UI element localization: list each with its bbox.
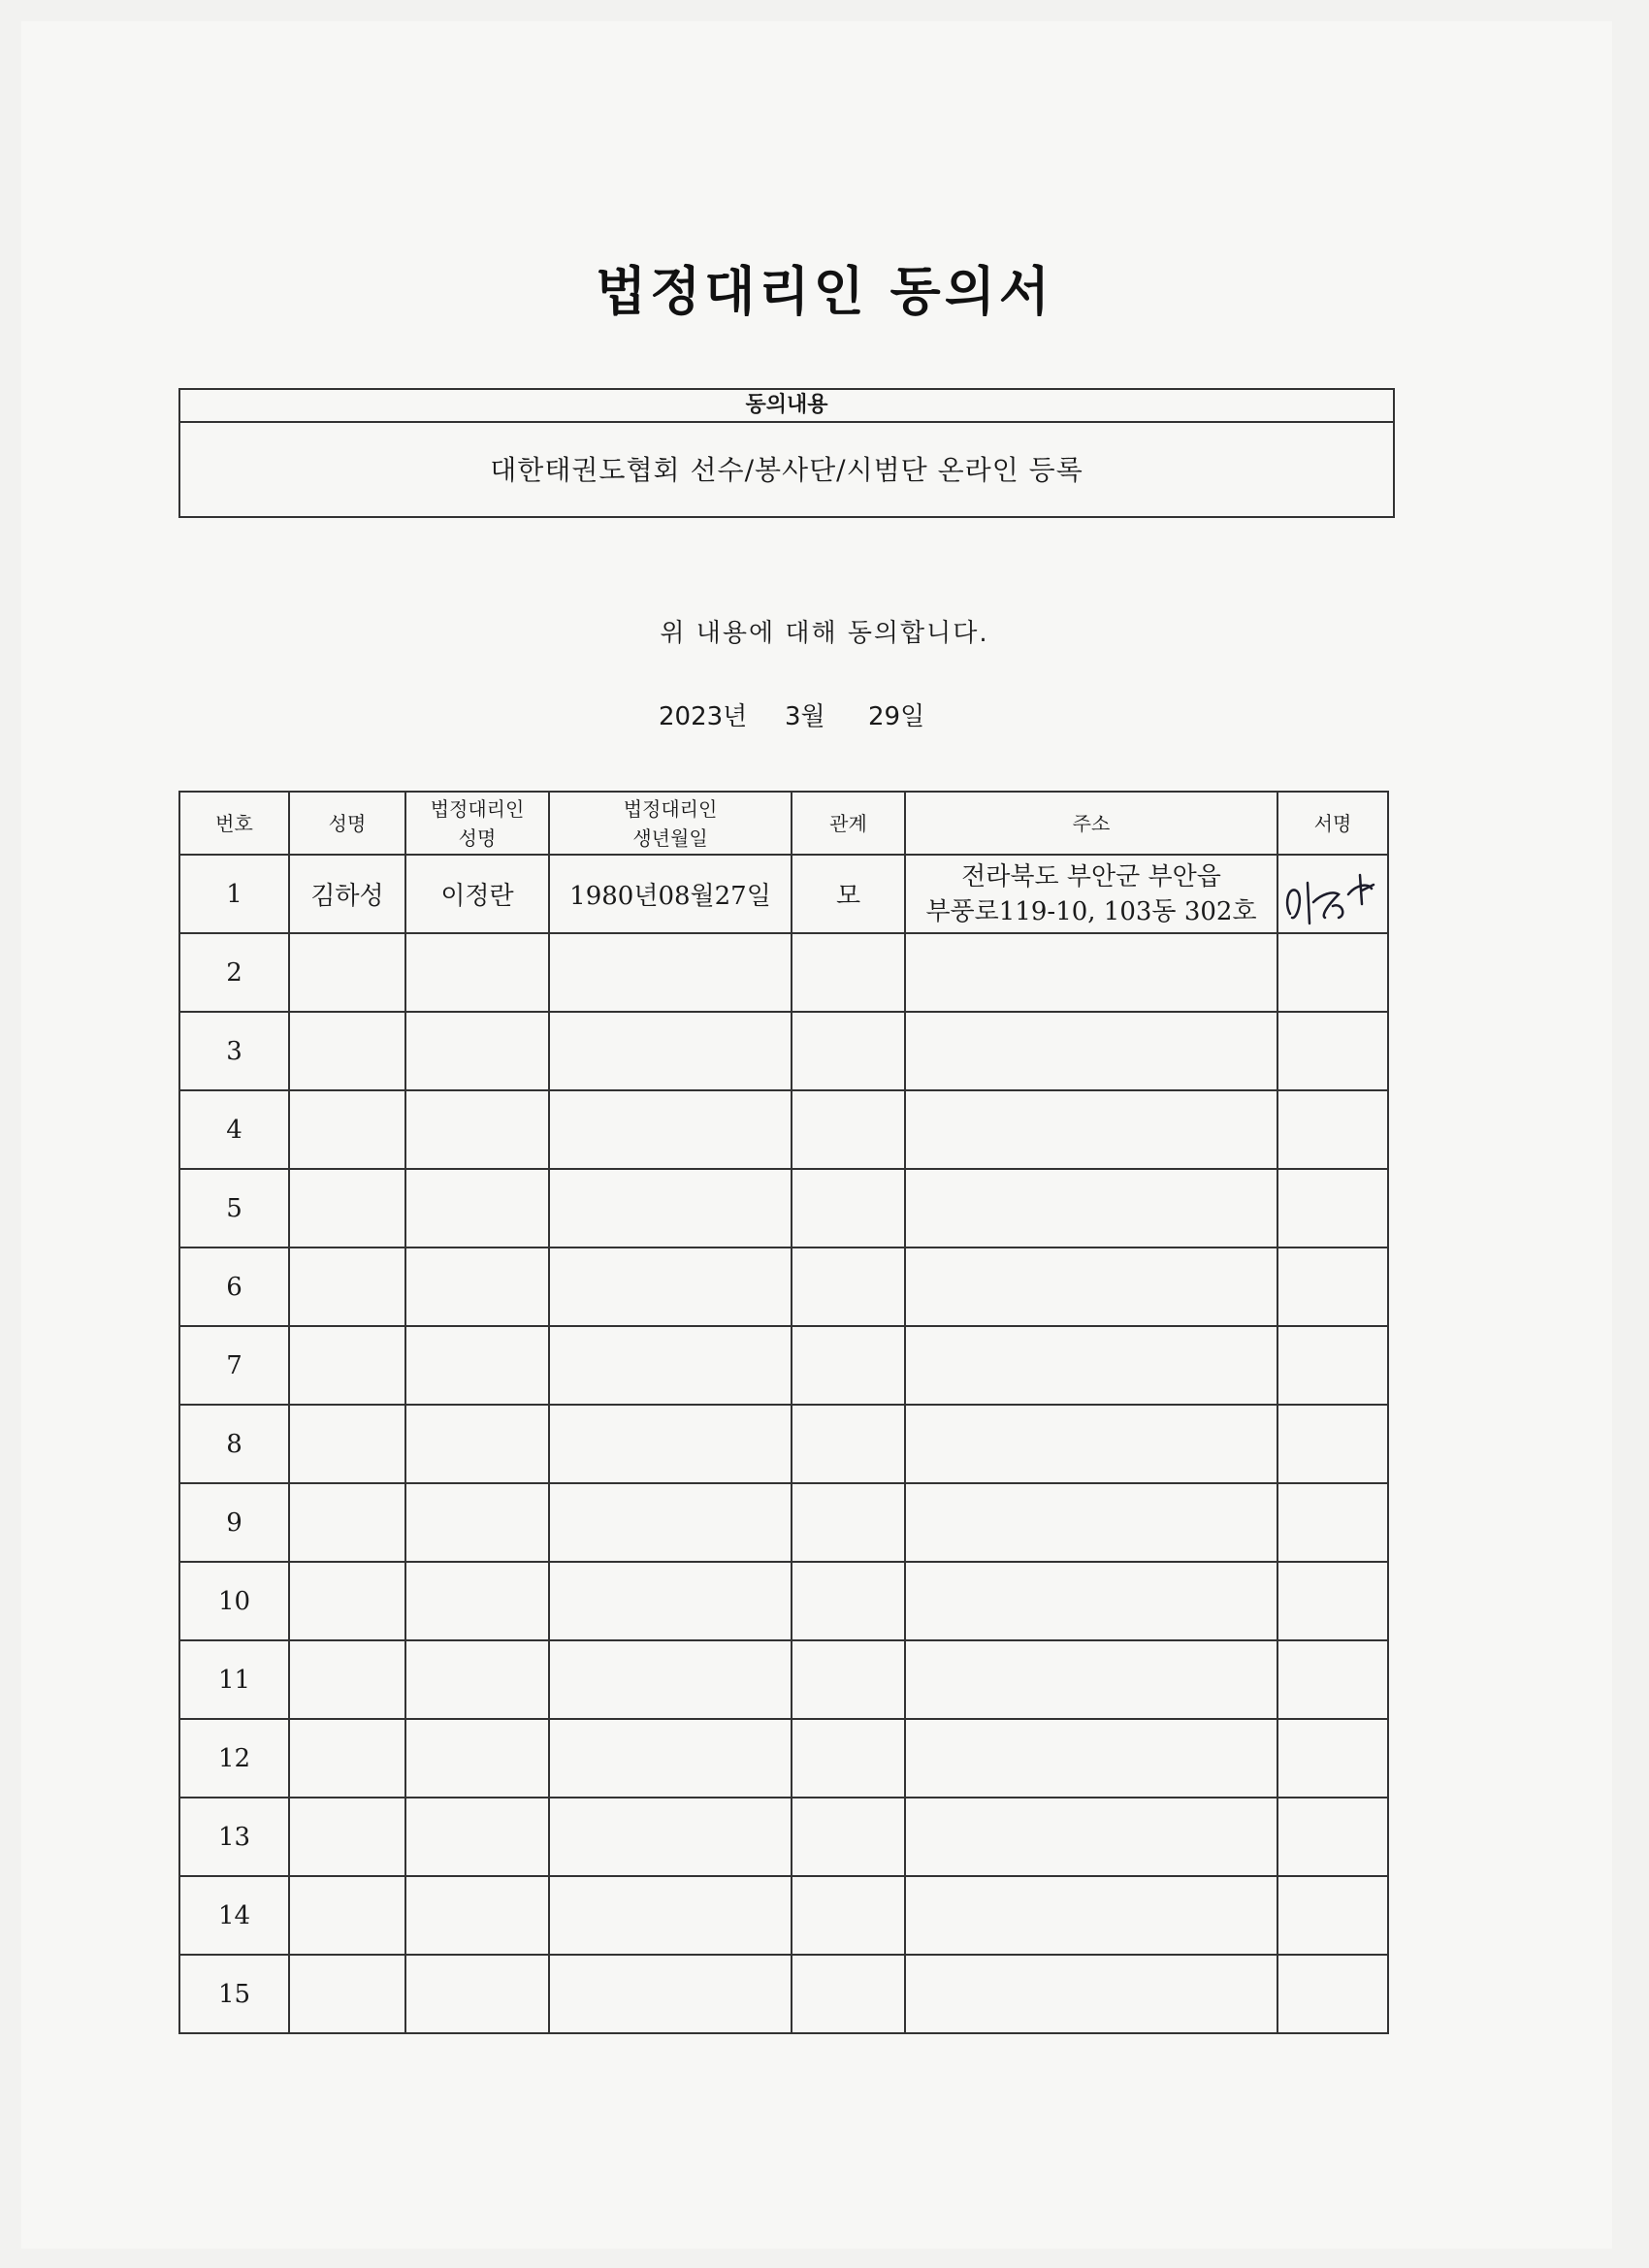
row-address	[905, 1876, 1277, 1955]
header-relation: 관계	[792, 792, 905, 855]
table-row	[179, 933, 1388, 1012]
row-signature	[1277, 1326, 1388, 1405]
header-address: 주소	[905, 792, 1277, 855]
table-row	[179, 1012, 1388, 1090]
row-signature	[1277, 1798, 1388, 1876]
row-guardian-birth	[549, 1326, 792, 1405]
row-relation	[792, 1876, 905, 1955]
row-guardian-birth: 1980년08월27일	[549, 855, 792, 933]
table-row	[179, 1169, 1388, 1247]
row-guardian-birth	[549, 1640, 792, 1719]
document-title: 법정대리인 동의서	[595, 261, 1054, 322]
row-relation	[792, 1719, 905, 1798]
row-guardian-birth	[549, 1090, 792, 1169]
row-relation	[792, 1955, 905, 2033]
row-relation	[792, 1640, 905, 1719]
table-row	[179, 1876, 1388, 1955]
row-name	[289, 1405, 405, 1483]
consent-box	[178, 388, 1395, 518]
row-name	[289, 1719, 405, 1798]
row-guardian-name	[405, 1876, 549, 1955]
row-guardian-name	[405, 1247, 549, 1326]
row-address	[905, 1247, 1277, 1326]
table-row	[179, 1719, 1388, 1798]
row-guardian-name	[405, 933, 549, 1012]
row-address	[905, 1483, 1277, 1562]
row-name	[289, 1169, 405, 1247]
row-guardian-birth	[549, 1876, 792, 1955]
row-relation	[792, 1247, 905, 1326]
row-relation	[792, 1483, 905, 1562]
row-name	[289, 1090, 405, 1169]
row-name	[289, 933, 405, 1012]
row-address	[905, 933, 1277, 1012]
row-guardian-name	[405, 1955, 549, 2033]
row-guardian-name	[405, 1405, 549, 1483]
row-address	[905, 1012, 1277, 1090]
row-relation	[792, 1012, 905, 1090]
row-signature	[1277, 1719, 1388, 1798]
header-guardian-name: 법정대리인 성명	[405, 792, 549, 855]
row-guardian-birth	[549, 1955, 792, 2033]
row-guardian-birth	[549, 1798, 792, 1876]
row-guardian-name	[405, 1090, 549, 1169]
row-guardian-birth	[549, 1719, 792, 1798]
address-line-2: 부풍로119-10, 103동 302호	[925, 896, 1257, 926]
row-name	[289, 1483, 405, 1562]
table-row	[179, 1405, 1388, 1483]
row-no: 5	[179, 1169, 289, 1247]
row-no: 13	[179, 1798, 289, 1876]
row-guardian-name	[405, 1719, 549, 1798]
row-name	[289, 1798, 405, 1876]
row-signature	[1277, 1640, 1388, 1719]
row-signature	[1277, 855, 1388, 933]
row-address	[905, 1798, 1277, 1876]
row-no: 8	[179, 1405, 289, 1483]
date-month: 3월	[785, 702, 825, 731]
row-address	[905, 1169, 1277, 1247]
table-row	[179, 1955, 1388, 2033]
row-no: 1	[179, 855, 289, 933]
table-row	[179, 1483, 1388, 1562]
row-no: 2	[179, 933, 289, 1012]
address-line-1: 전라북도 부안군 부안읍	[961, 861, 1221, 891]
row-guardian-name	[405, 1326, 549, 1405]
row-relation	[792, 1326, 905, 1405]
date-line	[0, 697, 1649, 735]
row-no: 11	[179, 1640, 289, 1719]
row-no: 7	[179, 1326, 289, 1405]
row-signature	[1277, 1169, 1388, 1247]
row-no: 3	[179, 1012, 289, 1090]
row-signature	[1277, 1876, 1388, 1955]
row-guardian-birth	[549, 1247, 792, 1326]
row-address	[905, 1090, 1277, 1169]
row-no: 4	[179, 1090, 289, 1169]
row-guardian-birth	[549, 1483, 792, 1562]
table-row	[179, 1247, 1388, 1326]
row-relation	[792, 1405, 905, 1483]
table-row	[179, 1798, 1388, 1876]
row-guardian-birth	[549, 933, 792, 1012]
row-no: 9	[179, 1483, 289, 1562]
row-name	[289, 1876, 405, 1955]
row-no: 6	[179, 1247, 289, 1326]
date-day: 29일	[868, 702, 925, 731]
row-guardian-name	[405, 1169, 549, 1247]
consent-content: 대한태권도협회 선수/봉사단/시범단 온라인 등록	[490, 454, 1083, 486]
table-row	[179, 1640, 1388, 1719]
row-address	[905, 855, 1277, 933]
row-relation	[792, 1562, 905, 1640]
row-signature	[1277, 1405, 1388, 1483]
row-guardian-birth	[549, 1562, 792, 1640]
row-relation: 모	[792, 855, 905, 933]
row-relation	[792, 933, 905, 1012]
row-guardian-name	[405, 1483, 549, 1562]
row-guardian-name: 이정란	[405, 855, 549, 933]
header-no: 번호	[179, 792, 289, 855]
row-relation	[792, 1798, 905, 1876]
row-guardian-name	[405, 1012, 549, 1090]
header-signature: 서명	[1277, 792, 1388, 855]
row-guardian-birth	[549, 1012, 792, 1090]
row-name: 김하성	[289, 855, 405, 933]
consent-heading: 동의내용	[180, 390, 1393, 423]
row-address	[905, 1326, 1277, 1405]
row-name	[289, 1012, 405, 1090]
row-address	[905, 1405, 1277, 1483]
row-relation	[792, 1090, 905, 1169]
row-no: 10	[179, 1562, 289, 1640]
row-guardian-name	[405, 1562, 549, 1640]
row-name	[289, 1562, 405, 1640]
row-signature	[1277, 933, 1388, 1012]
row-address	[905, 1640, 1277, 1719]
row-signature	[1277, 1483, 1388, 1562]
table-header-row	[179, 792, 1388, 855]
row-guardian-birth	[549, 1405, 792, 1483]
row-signature	[1277, 1090, 1388, 1169]
table-row	[179, 1326, 1388, 1405]
table-row	[179, 1090, 1388, 1169]
row-no: 15	[179, 1955, 289, 2033]
row-guardian-name	[405, 1798, 549, 1876]
row-address	[905, 1562, 1277, 1640]
date-year: 2023년	[659, 702, 748, 731]
row-name	[289, 1955, 405, 2033]
agreement-statement: 위 내용에 대해 동의합니다.	[660, 619, 989, 648]
row-no: 12	[179, 1719, 289, 1798]
row-guardian-birth	[549, 1169, 792, 1247]
row-relation	[792, 1169, 905, 1247]
row-signature	[1277, 1955, 1388, 2033]
header-name: 성명	[289, 792, 405, 855]
row-address	[905, 1719, 1277, 1798]
row-signature	[1277, 1247, 1388, 1326]
guardian-table	[178, 791, 1389, 2034]
handwritten-signature	[1278, 856, 1388, 933]
row-address	[905, 1955, 1277, 2033]
row-name	[289, 1640, 405, 1719]
row-no: 14	[179, 1876, 289, 1955]
table-row	[179, 855, 1388, 933]
row-name	[289, 1247, 405, 1326]
row-name	[289, 1326, 405, 1405]
row-guardian-name	[405, 1640, 549, 1719]
table-row	[179, 1562, 1388, 1640]
row-signature	[1277, 1012, 1388, 1090]
row-signature	[1277, 1562, 1388, 1640]
header-guardian-birth: 법정대리인 생년월일	[549, 792, 792, 855]
